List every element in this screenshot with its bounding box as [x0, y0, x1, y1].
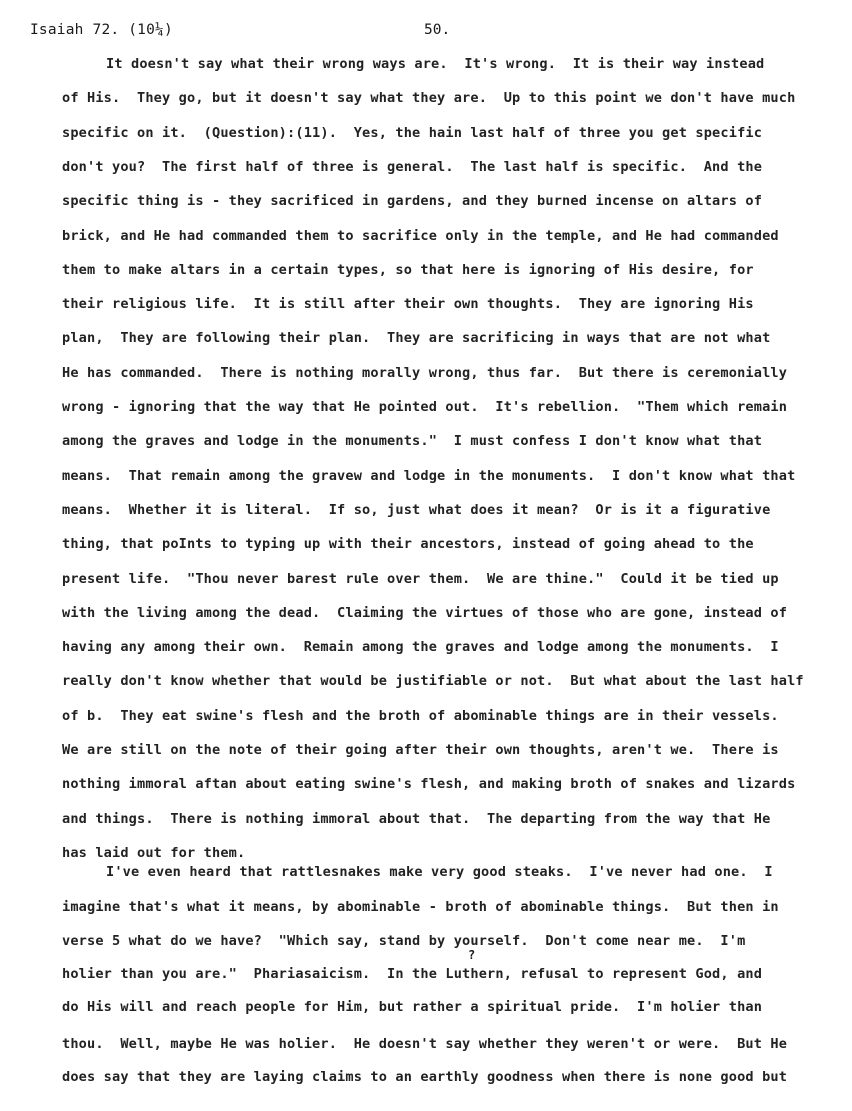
text-line: brick, and He had commanded them to sacrifice only in the temple, and He had commanded	[62, 227, 779, 244]
text-line: imagine that's what it means, by abominable - broth of abominable things. But then in	[62, 899, 779, 915]
text-line: specific on it. (Question):(11). Yes, the hain last half of three you get specific	[62, 124, 763, 141]
handwritten-question-mark: ?	[468, 948, 476, 962]
text-line: means. That remain among the gravew and lodge in the monuments. I don't know what that	[62, 467, 796, 484]
text-line: having any among their own. Remain among the graves and lodge among the monuments. I	[62, 639, 779, 656]
text-line: It doesn't say what their wrong ways are. It's wrong. It is their way instead	[106, 56, 765, 72]
text-line: He has commanded. There is nothing morally wrong, thus far. But there is ceremonially	[62, 364, 788, 381]
text-line: does say that they are laying claims to an earthly goodness when there is none good but	[62, 1069, 788, 1085]
text-line: really don't know whether that would be justifiable or not. But what about the last half	[62, 673, 804, 690]
text-line: of b. They eat swine's flesh and the broth of abominable things are in their vessels.	[62, 707, 779, 724]
text-line: their religious life. It is still after their own thoughts. They are ignoring His	[62, 296, 754, 313]
text-line: don't you? The first half of three is general. The last half is specific. And the	[62, 158, 763, 175]
text-line: present life. "Thou never barest rule over them. We are thine." Could it be tied up	[62, 570, 779, 587]
text-line: We are still on the note of their going after their own thoughts, aren't we. There is	[62, 742, 779, 758]
text-line: them to make altars in a certain types, so that here is ignoring of His desire, for	[62, 261, 754, 278]
text-line: thou. Well, maybe He was holier. He doesn't say whether they weren't or were. But He	[62, 1036, 788, 1052]
text-line: wrong - ignoring that the way that He pointed out. It's rebellion. "Them which remain	[62, 399, 788, 415]
text-line: plan, They are following their plan. They are sacrificing in ways that are not what	[62, 330, 771, 347]
text-line: and things. There is nothing immoral about that. The departing from the way that He	[62, 810, 771, 827]
text-line: of His. They go, but it doesn't say what they are. Up to this point we don't have much	[62, 90, 796, 107]
text-line: with the living among the dead. Claiming the virtues of those who are gone, instead of	[62, 604, 788, 621]
text-line: means. Whether it is literal. If so, just what does it mean? Or is it a figurative	[62, 501, 771, 518]
text-line: nothing immoral aftan about eating swine's flesh, and making broth of snakes and lizards	[62, 776, 796, 793]
page-number: 50.	[424, 22, 451, 38]
text-line: specific thing is - they sacrificed in gardens, and they burned incense on altars of	[62, 193, 763, 210]
text-line: I've even heard that rattlesnakes make very good steaks. I've never had one. I	[106, 864, 773, 880]
text-line: verse 5 what do we have? "Which say, stand by yourself. Don't come near me. I'm	[62, 933, 746, 949]
text-line: among the graves and lodge in the monuments." I must confess I don't know what that	[62, 433, 763, 450]
text-line: do His will and reach people for Him, but rather a spiritual pride. I'm holier than	[62, 999, 763, 1015]
text-line: has laid out for them.	[62, 844, 246, 861]
page-header-title: Isaiah 72. (10¼)	[30, 22, 173, 38]
text-line: holier than you are." Phariasaicism. In the Luthern, refusal to represent God, and	[62, 966, 763, 982]
text-line: thing, that poInts to typing up with their ancestors, instead of going ahead to the	[62, 536, 754, 553]
